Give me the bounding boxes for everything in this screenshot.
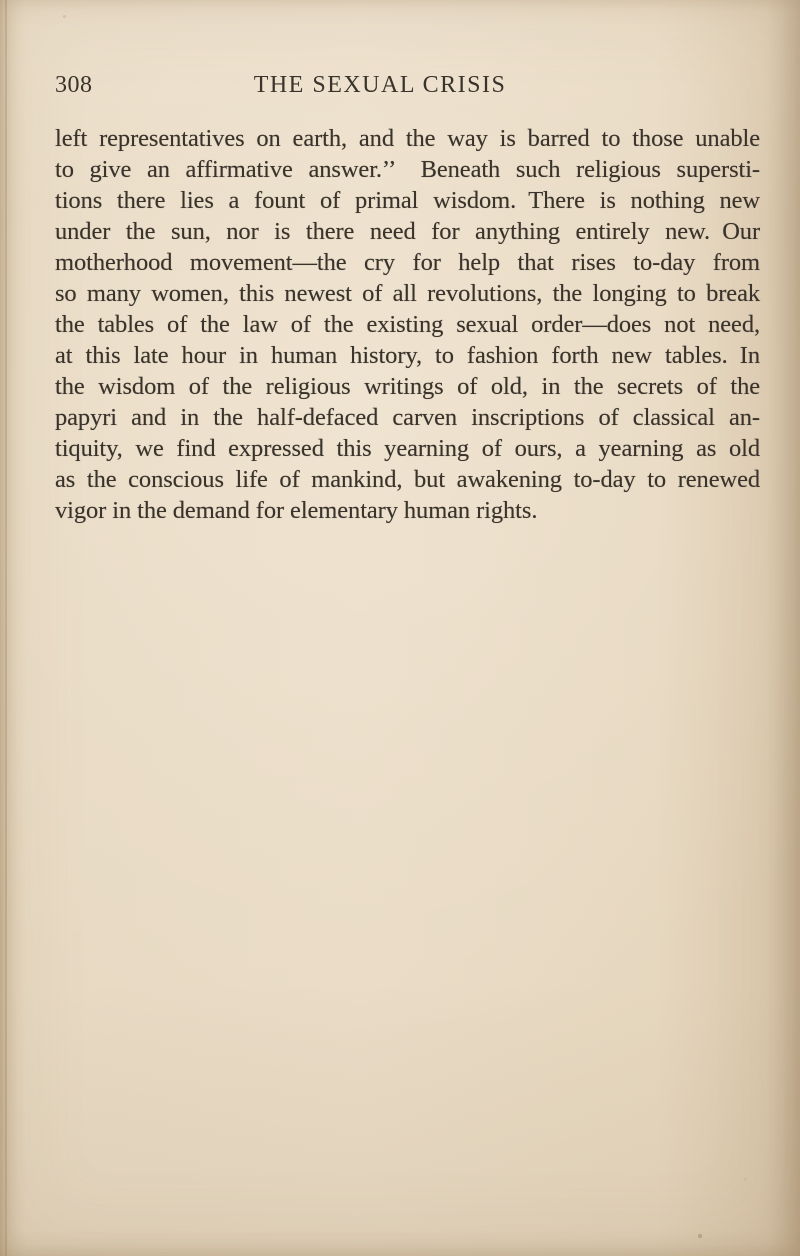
paper-speck [698, 1234, 702, 1238]
text-line: the tables of the law of the existing sexual order—does not need, [55, 311, 760, 338]
text-line: left representatives on earth, and the way is barred to those unable [55, 125, 760, 152]
text-line: the wisdom of the religious writings of old, in the secrets of the [55, 373, 760, 400]
body-text [55, 123, 760, 526]
text-line: vigor in the demand for elementary human rights. [55, 497, 538, 524]
page-number: 308 [55, 72, 93, 98]
text-line: tions there lies a fount of primal wisdom. There is nothing new [55, 187, 760, 214]
text-line: to give an affirmative answer.’’ Beneath such religious supersti- [55, 156, 760, 183]
text-line: under the sun, nor is there need for anything entirely new. Our [55, 218, 760, 245]
paper-speck [744, 1178, 747, 1181]
paper-speck [63, 15, 66, 18]
running-title: THE SEXUAL CRISIS [253, 72, 507, 98]
text-line: papyri and in the half-defaced carven inscriptions of classical an- [55, 404, 760, 431]
text-line: at this late hour in human history, to fashion forth new tables. In [55, 342, 760, 369]
text-line: as the conscious life of mankind, but awakening to-day to renewed [55, 466, 760, 493]
page-header [55, 70, 705, 102]
binding-crease [5, 0, 7, 1256]
text-line: tiquity, we find expressed this yearning of ours, a yearning as old [55, 435, 760, 462]
text-line: motherhood movement—the cry for help that rises to-day from [55, 249, 760, 276]
text-line: so many women, this newest of all revolutions, the longing to break [55, 280, 760, 307]
